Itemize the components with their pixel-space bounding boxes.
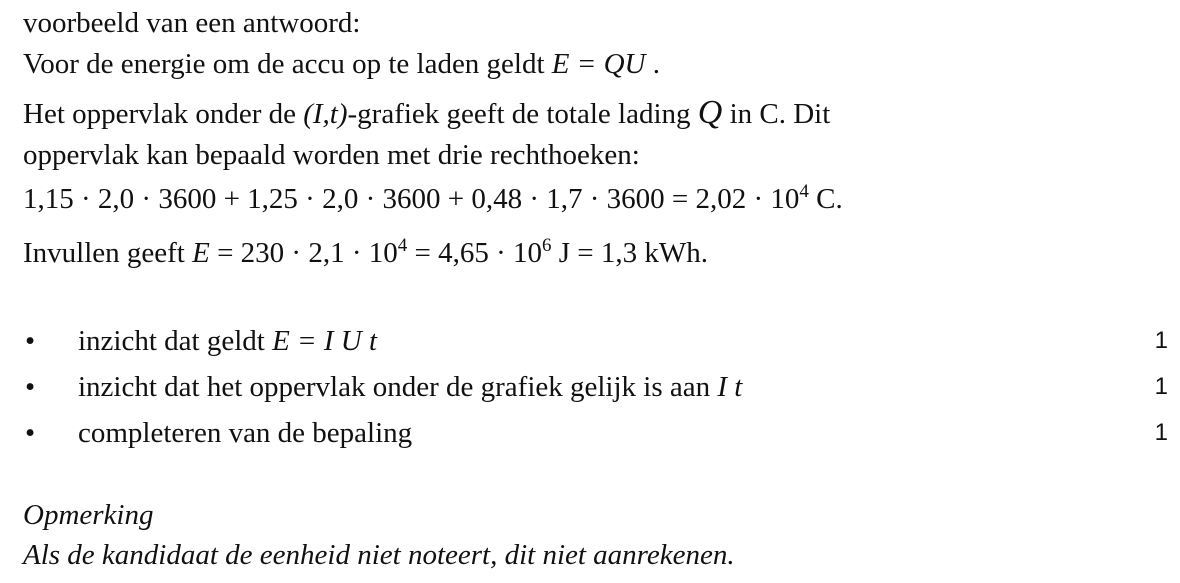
bullet-2: • xyxy=(25,371,36,403)
answer-line-energy-text: Voor de energie om de accu op te laden geldt xyxy=(23,48,552,80)
symbol-q: Q xyxy=(697,94,723,131)
calculation-energy-exponent-2: 6 xyxy=(542,235,552,256)
graph-label-it: (I,t) xyxy=(303,98,348,130)
answer-line-rectangles: oppervlak kan bepaald worden met drie rechthoeken: xyxy=(23,139,640,171)
answer-intro: voorbeeld van een antwoord: xyxy=(23,7,361,39)
calculation-energy-end: J = 1,3 kWh. xyxy=(551,237,709,269)
answer-line-calculation xyxy=(23,182,843,216)
calculation-charge-exponent: 4 xyxy=(799,181,809,202)
answer-line-area-text-c: in C. Dit xyxy=(722,98,831,130)
answer-line-result-text: Invullen geeft xyxy=(23,237,193,269)
calculation-energy-mid: = 4,65 · 10 xyxy=(407,237,543,269)
calculation-charge: 1,15 · 2,0 · 3600 + 1,25 · 2,0 · 3600 + 0,48 · 1,7 · 3600 = 2,02 · 10 xyxy=(23,183,800,215)
bullet-1: • xyxy=(25,325,36,357)
calculation-energy: E = 230 · 2,1 · 10 xyxy=(192,237,398,269)
calculation-charge-unit: C. xyxy=(808,183,843,215)
answer-line-area xyxy=(23,96,830,131)
answer-line-area-text-b: -grafiek geeft de totale lading xyxy=(347,98,698,130)
criterion-2-score: 1 xyxy=(1154,373,1168,400)
criterion-1-score: 1 xyxy=(1154,327,1168,354)
formula-it: I t xyxy=(717,371,743,403)
answer-line-area-text-a: Het oppervlak onder de xyxy=(23,98,304,130)
remark-title: Opmerking xyxy=(23,499,154,531)
criterion-3-score: 1 xyxy=(1154,419,1168,446)
formula-e-qu: E = QU xyxy=(551,48,646,80)
remark-text: Als de kandidaat de eenheid niet noteert, dit niet aanrekenen. xyxy=(23,539,735,571)
answer-line-result xyxy=(23,236,708,270)
criterion-3-text: completeren van de bepaling xyxy=(78,417,413,449)
criterion-2-text: inzicht dat het oppervlak onder de grafiek gelijk is aan I t xyxy=(78,371,743,403)
calculation-energy-visible: = 230 · 2,1 · 10 xyxy=(209,237,398,269)
answer-line-energy-end: . xyxy=(645,48,660,80)
criterion-1-text: inzicht dat geldt E = I U t xyxy=(78,325,378,357)
bullet-3: • xyxy=(25,417,36,449)
calculation-energy-exponent-1: 4 xyxy=(397,235,408,256)
formula-e-iut: E = I U t xyxy=(272,325,378,357)
answer-line-energy xyxy=(23,47,660,81)
